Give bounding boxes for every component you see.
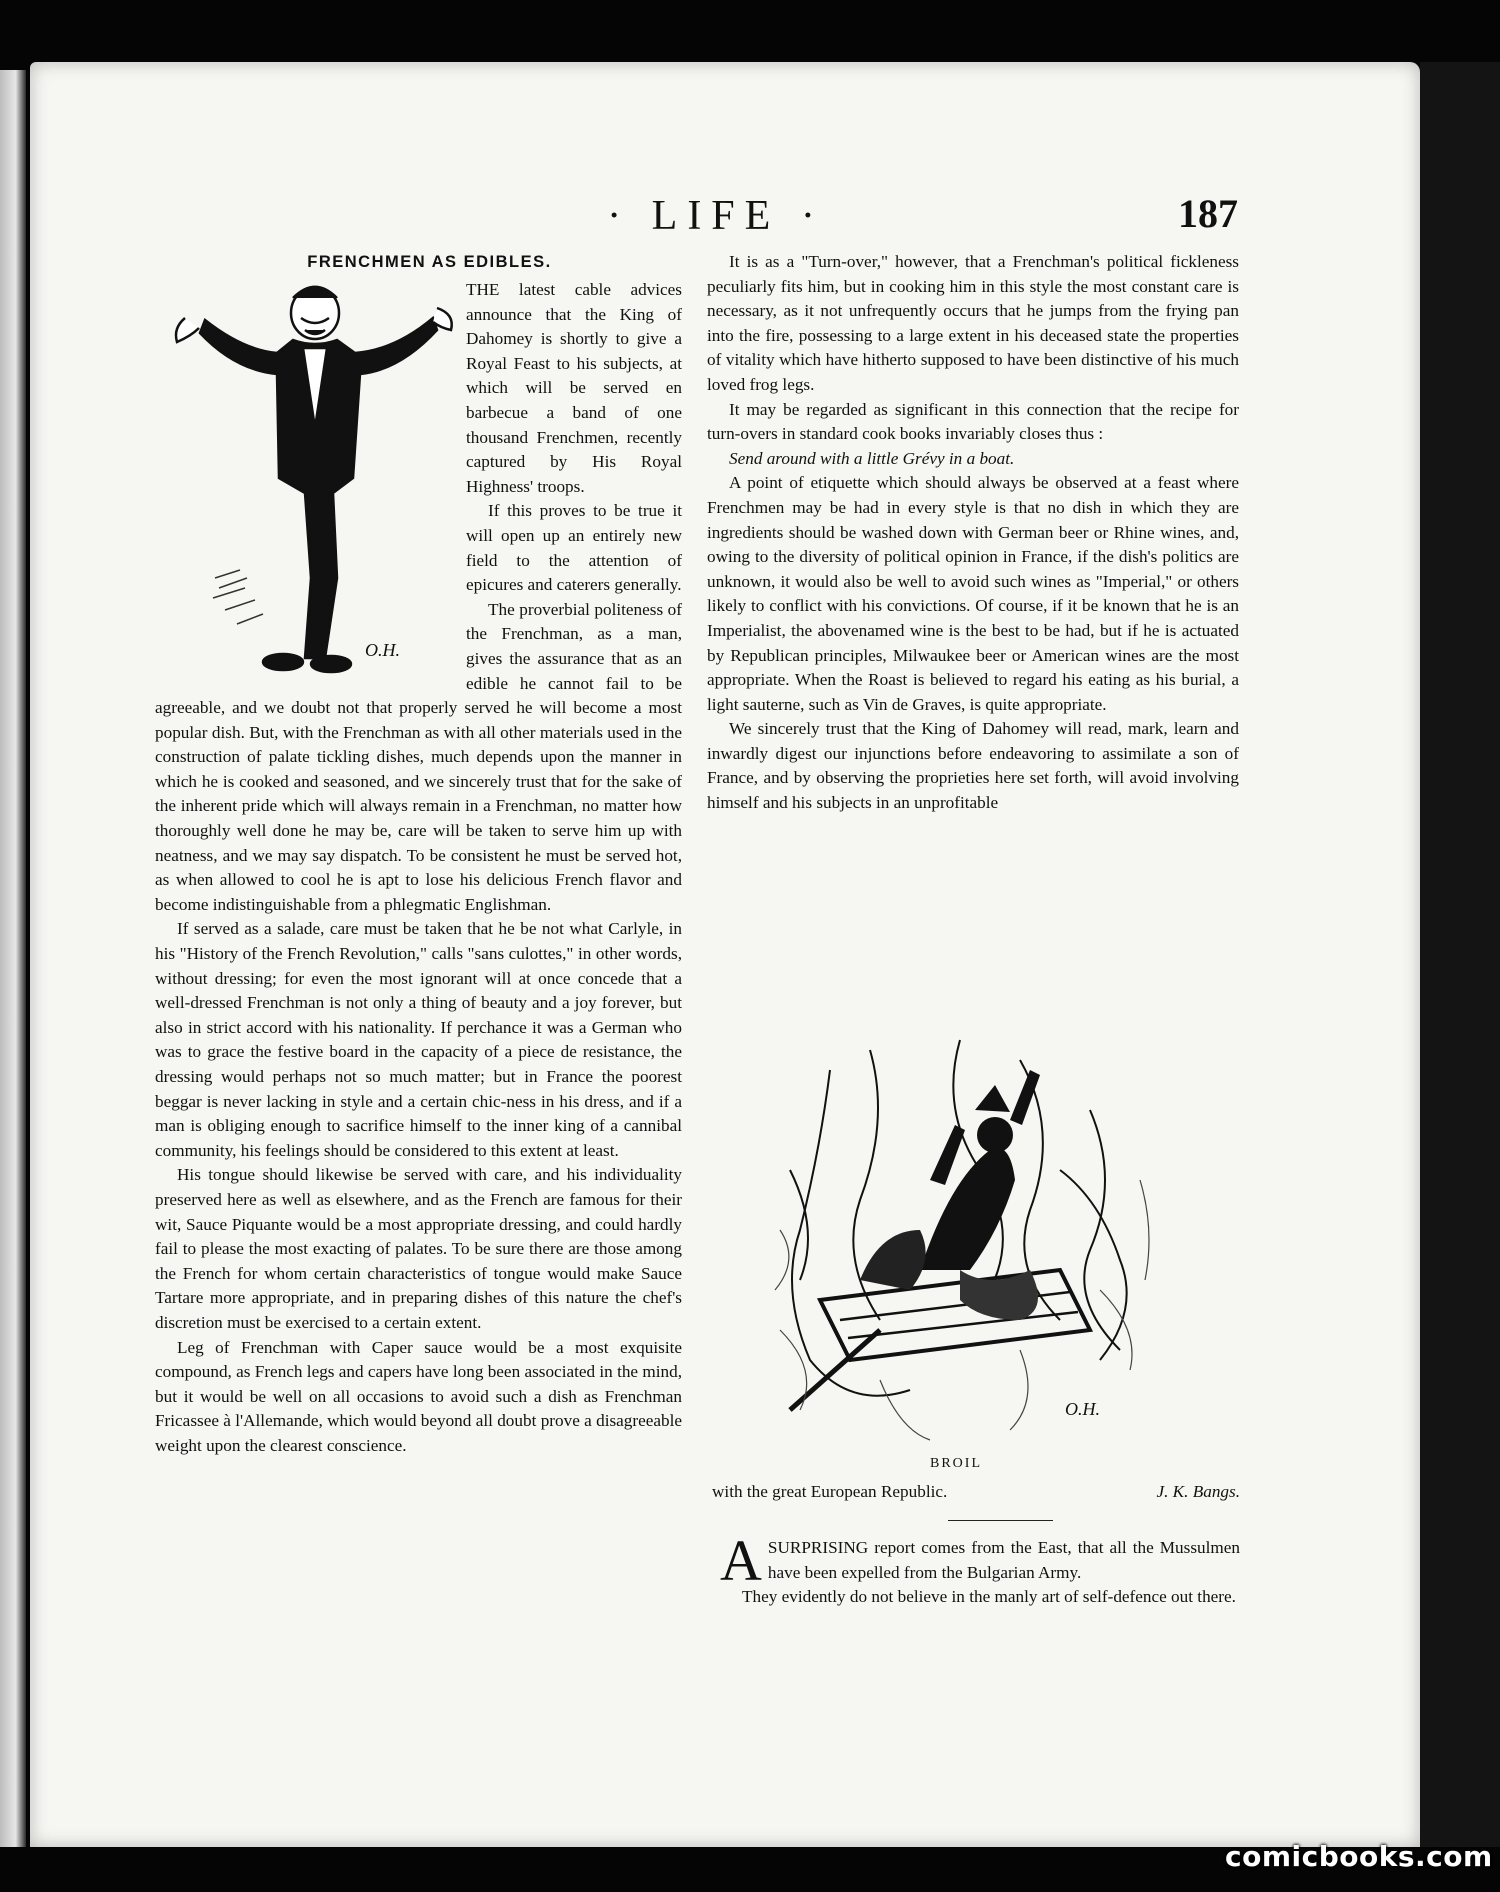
- author-byline: J. K. Bangs.: [1156, 1482, 1240, 1501]
- article1-paragraph-9: A point of etiquette which should always be observed at a feast where Frenchmen may be had in every style is that no dish in which they are ingredients should be washed down with German beer or Rhine wines, and, owing to the diversity of political opinion in France, if the dish's politics are unknown, it would also be well to avoid such wines as "Imperial," or others likely to conflict with his convictions. Of course, if it be known that he is an Imperialist, the abovenamed wine is the best to be had, but if he is actuated by Republican principles, Milwaukee beer or American wines are the most appropriate. When the Roast is believed to regard his eating as his burial, a light sauterne, such as Vin de Graves, is quite appropriate.: [707, 473, 1239, 714]
- article1-paragraph-4: If served as a salade, care must be taken that he be not what Carlyle, in his "History of the French Revolution," calls "sans culottes," in other words, without dressing; for even the most ignorant will at once concede that a well-dressed Frenchman is not only a thing of beauty and a joy forever, but also in strict accord with his nationality. If perchance it was a German who was to grace the festive board in the capacity of a piece de resistance, the dressing would perhaps not so much matter; but in France the poorest beggar is never lacking in style and a certain chic-ness in his dress, and if a man is obliging enough to sacrifice himself to the inner king of a cannibal community, his feelings should be considered to this extent at least.: [155, 919, 682, 1160]
- broil-illustration: [760, 1030, 1160, 1450]
- closing-line: with the great European Republic.: [712, 1482, 948, 1501]
- article1-paragraph-1: THE latest cable advices announce that the King of Dahomey is shortly to give a Royal Feast to his subjects, at which will be served en barbecue a band of one thousand Frenchmen, recently captured by His Royal Highness' troops.: [466, 280, 682, 496]
- left-page-edge: [0, 70, 26, 1850]
- frenchman-drawing: [155, 278, 460, 678]
- article2-first-text: SURPRISING report comes from the East, that all the Mussulmen have been expelled from the Bulgarian Army.: [767, 1538, 1240, 1582]
- column-right: [707, 250, 1239, 816]
- section-divider: [948, 1520, 1053, 1521]
- figure-caption: BROIL: [930, 1456, 982, 1471]
- article1-paragraph-6: Leg of Frenchman with Caper sauce would be a most exquisite compound, as French legs and capers have long been associated in the mind, but it would be well on all occasions to avoid such a dish as Frenchman Fricassee à l'Allemande, which would beyond all doubt prove a disagreeable weight upon the clearest conscience.: [155, 1337, 682, 1455]
- column-left: [155, 250, 682, 1675]
- article2-paragraph-1: [720, 1528, 1240, 1593]
- top-black-border: [0, 0, 1500, 62]
- magazine-title: · LIFE ·: [607, 193, 825, 239]
- dropcap-letter: A: [720, 1528, 762, 1593]
- page-right-shadow: [1420, 62, 1500, 1892]
- article1-closing: [712, 1480, 1240, 1504]
- artist-signature-2: O.H.: [1065, 1399, 1100, 1419]
- article1-quote: Send around with a little Grévy in a boat.: [729, 448, 1015, 468]
- article-title: FRENCHMEN AS EDIBLES.: [307, 253, 552, 271]
- article1-paragraph-8: It may be regarded as significant in this connection that the recipe for turn-overs in standard cook books invariably closes thus :: [707, 399, 1239, 444]
- article1-paragraph-7: It is as a "Turn-over," however, that a Frenchman's political fickleness peculiarly fits him, but in cooking him in this style the most constant care is necessary, as it not unfrequently occurs that he jumps from the frying pan into the fire, possessing to a large extent in his deceased state the properties of vitality which have hitherto supposed to have been distinctive of his much loved frog legs.: [707, 252, 1239, 394]
- article1-paragraph-2: If this proves to be true it will open up an entirely new field to the attention of epicures and caterers generally.: [466, 501, 682, 595]
- article1-paragraph-10: We sincerely trust that the King of Dahomey will read, mark, learn and inwardly digest our injunctions before endeavoring to assimilate a son of France, and by observing the proprieties here set forth, will avoid involving himself and his subjects in an unprofitable: [707, 719, 1239, 813]
- article1-paragraph-3: The proverbial politeness of the Frenchman, as a man, gives the assurance that as an edible he cannot fail to be agreeable, and we doubt not that properly served he will become a most popular dish. But, with the Frenchman as with all other materials used in the construction of palate tickling dishes, much depends upon the manner in which he is cooked and seasoned, and we sincerely trust that for the sake of the inherent pride which will always remain in a Frenchman, no matter how thoroughly well done he may be, care will be taken to serve him up with neatness, and we may say dispatch. To be consistent he must be served hot, as when allowed to cool he is apt to lose his delicious French flavor and become indistinguishable from a phlegmatic Englishman.: [155, 599, 682, 914]
- watermark: comicbooks.com: [1225, 1840, 1493, 1873]
- article2: [720, 1528, 1240, 1610]
- frenchman-illustration: [155, 278, 460, 678]
- artist-signature-1: O.H.: [365, 640, 400, 660]
- article2-paragraph-2: They evidently do not believe in the manly art of self-defence out there.: [742, 1587, 1236, 1607]
- broil-drawing: [760, 1030, 1160, 1450]
- article1-paragraph-5: His tongue should likewise be served with care, and his individuality preserved here as well as elsewhere, and as the French are famous for their wit, Sauce Piquante would be a most appropriate dressing, and could hardly fail to please the most exacting of palates. To be sure there are those among the French for whom certain characteristics of tongue would make Sauce Tartare more appropriate, and in preparing dishes of this nature the chef's discretion must be exercised to a certain extent.: [155, 1165, 682, 1332]
- page-number: 187: [1178, 191, 1238, 236]
